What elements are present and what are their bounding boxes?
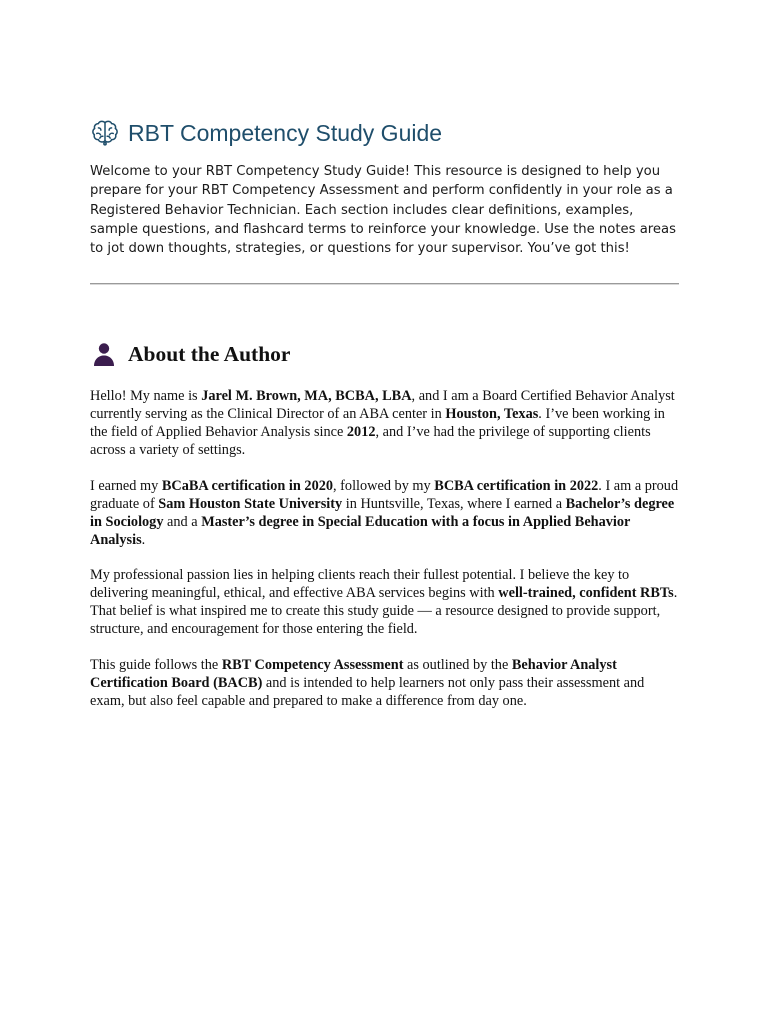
brain-icon (90, 118, 120, 148)
document-title: RBT Competency Study Guide (128, 120, 443, 146)
bio-paragraph-4: This guide follows the RBT Competency Assessment as outlined by the Behavior Analyst Certification Board (BACB) and is intended to help learners not only pass their assessment and exam, but also feel capable and prepared to make a difference from day one. (90, 657, 645, 709)
about-author-heading: About the Author (128, 342, 291, 366)
bio-paragraph-1: Hello! My name is Jarel M. Brown, MA, BCBA, LBA, and I am a Board Certified Behavior Analyst currently serving as the Clinical Director of an ABA center in Houston, Texas. I’ve been working in the field of Applied Behavior Analysis since 2012, and I’ve had the privilege of supporting clients across a variety of settings. (90, 388, 675, 458)
bio-paragraph-3: My professional passion lies in helping clients reach their fullest potential. I believe the key to delivering meaningful, ethical, and effective ABA services begins with well-trained, confident RBTs. That belief is what inspired me to create this study guide — a resource designed to provide support, structure, and encouragement for those entering the field. (90, 567, 678, 637)
bio-paragraph-2: I earned my BCaBA certification in 2020, followed by my BCBA certification in 2022. I am a proud graduate of Sam Houston State University in Huntsville, Texas, where I earned a Bachelor’s degree in Sociology and a Master’s degree in Special Education with a focus in Applied Behavior Analysis. (90, 478, 679, 548)
intro-paragraph: Welcome to your RBT Competency Study Guide! This resource is designed to help you prepare for your RBT Competency Assessment and perform confidently in your role as a Registered Behavior Technician. Each section includes clear definitions, examples, sample questions, and flashcard terms to reinforce your knowledge. Use the notes areas to jot down thoughts, strategies, or questions for your supervisor. You’ve got this! (90, 164, 676, 257)
section-divider (90, 283, 679, 285)
title-row (90, 118, 442, 148)
person-icon (90, 340, 118, 368)
author-heading-row (90, 340, 290, 368)
